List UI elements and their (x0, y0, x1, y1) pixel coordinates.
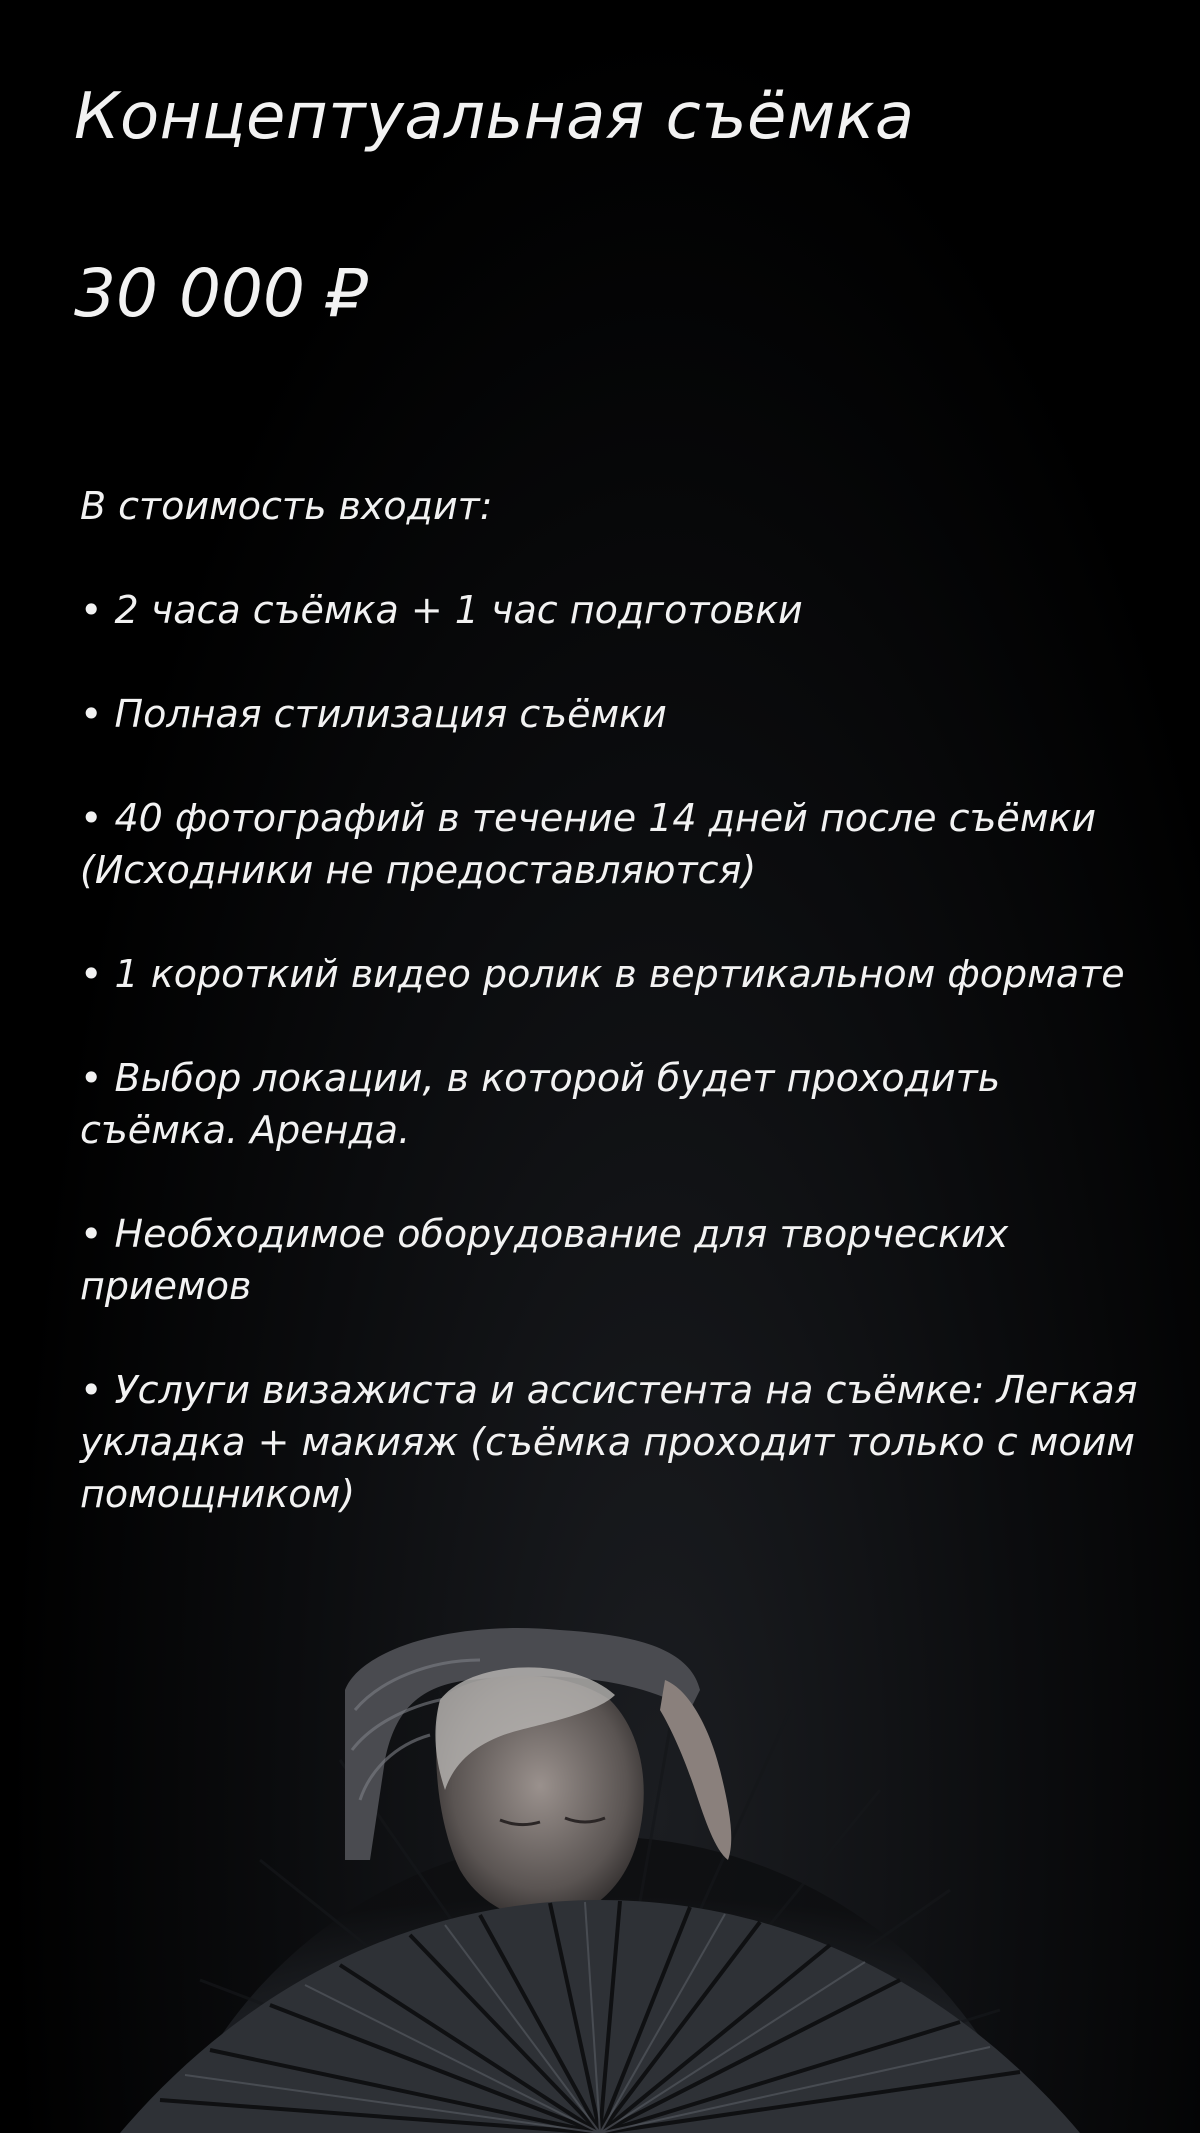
fan-portrait-image (0, 1560, 1200, 2133)
price-label: 30 000 ₽ (74, 255, 368, 332)
includes-heading: В стоимость входит: (80, 484, 493, 528)
list-item: • Услуги визажиста и ассистента на съёмке: Легкая укладка + макияж (съёмка проходит только с моим помощником) (80, 1364, 1140, 1520)
list-item: • Необходимое оборудование для творческих приемов (80, 1208, 1140, 1312)
includes-list (80, 584, 1140, 1520)
list-item: • Полная стилизация съёмки (80, 688, 1140, 740)
list-item: • Выбор локации, в которой будет проходить съёмка. Аренда. (80, 1052, 1140, 1156)
list-item: • 2 часа съёмка + 1 час подготовки (80, 584, 1140, 636)
list-item: • 1 короткий видео ролик в вертикальном формате (80, 948, 1140, 1000)
includes-section (80, 480, 1140, 1572)
list-item: • 40 фотографий в течение 14 дней после съёмки (Исходники не предоставляются) (80, 792, 1140, 896)
page-title: Концептуальная съёмка (74, 80, 915, 154)
